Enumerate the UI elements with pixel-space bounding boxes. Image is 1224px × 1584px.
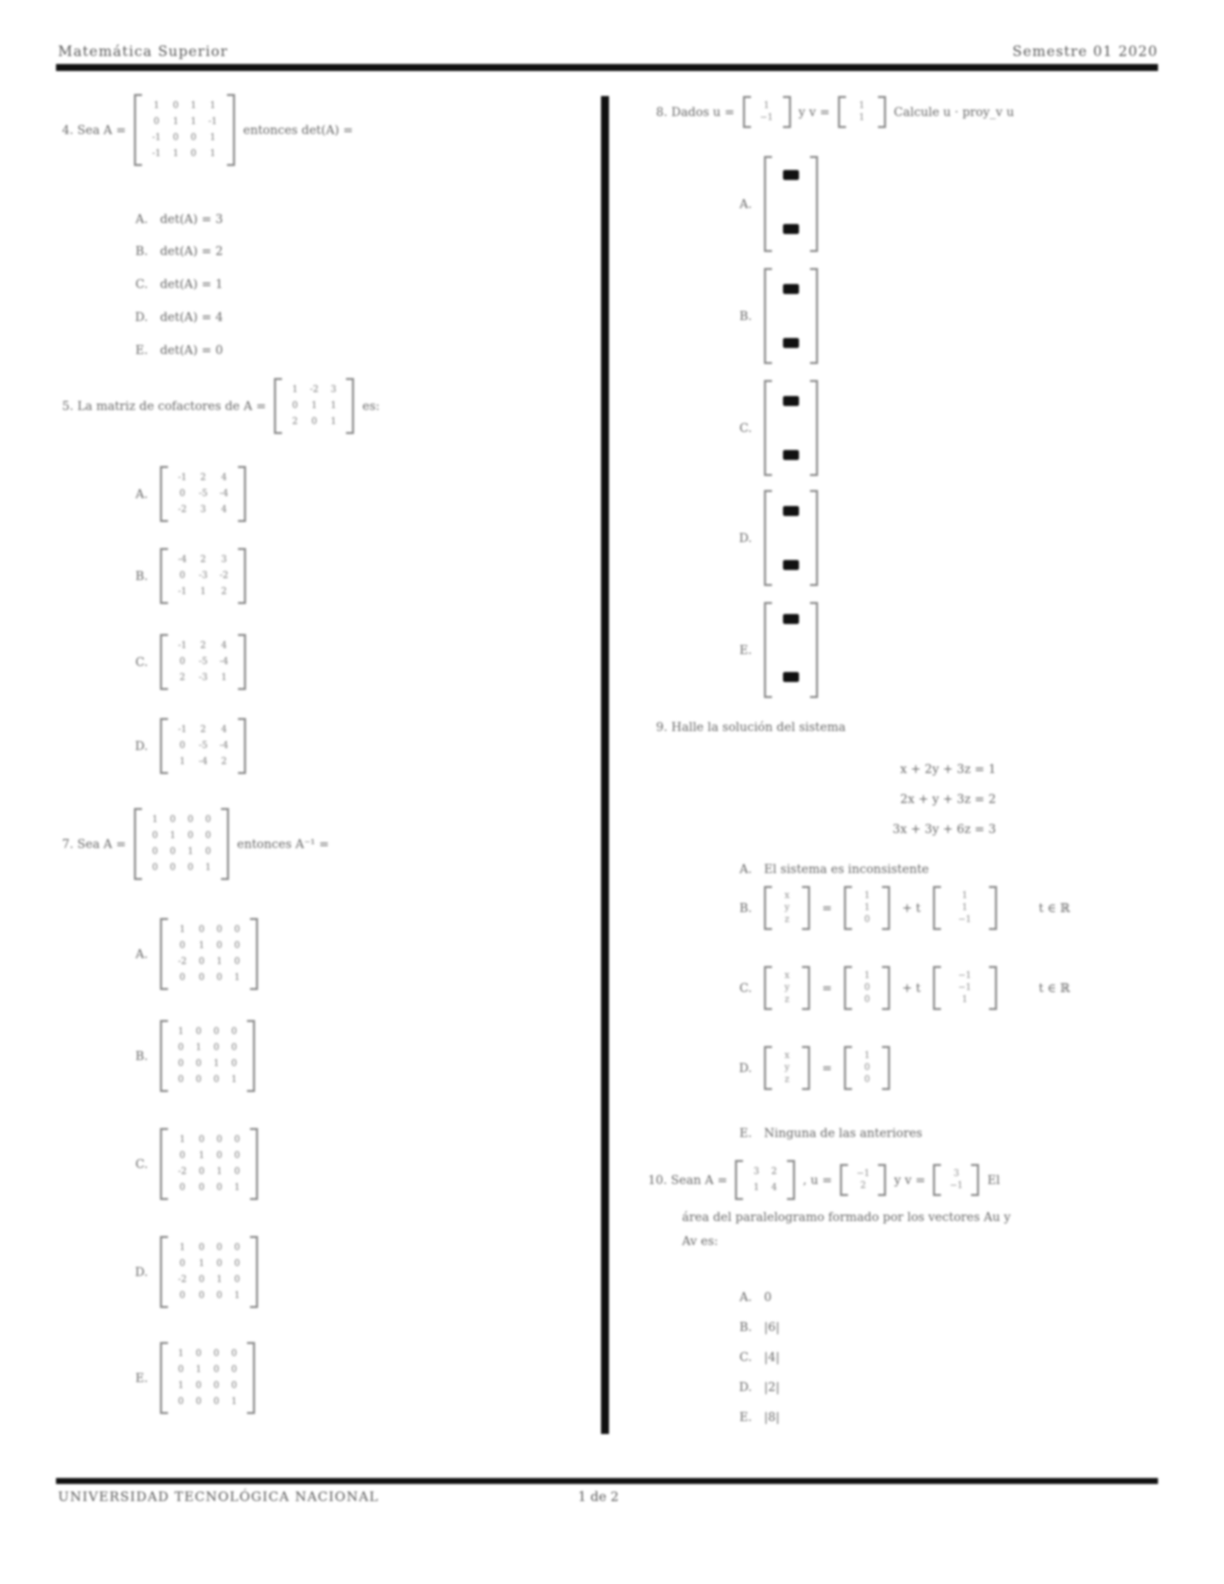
q8-suffix: Calcule u · proy_v u: [893, 105, 1015, 119]
q8-prefix: 8. Dados u =: [656, 105, 735, 119]
q5-suffix: es:: [362, 399, 380, 413]
q10-prefix: 10. Sean A =: [648, 1173, 728, 1187]
question-4: [62, 94, 353, 166]
q4-option-e[interactable]: E. det(A) = 0: [135, 343, 223, 357]
q9-option-c[interactable]: C. x y z = 1 0 0 + t −1 −1 1 t ∈ ℝ: [734, 966, 1070, 1010]
q8-option-b[interactable]: B.: [734, 268, 818, 364]
q8-option-c[interactable]: C.: [734, 380, 818, 476]
q9-prefix: 9. Halle la solución del sistema: [656, 720, 846, 734]
q4-prefix: 4. Sea A =: [62, 123, 127, 137]
q7-option-a[interactable]: A. 1 0 0 0 0 1 0 0 -2 0 1 0 0 0 0 1: [130, 918, 258, 990]
q10-option-c[interactable]: C. |4|: [739, 1350, 780, 1364]
q9-option-b[interactable]: B. x y z = 1 1 0 + t 1 1 −1 t ∈ ℝ: [734, 886, 1070, 930]
q4-suffix: entonces det(A) =: [243, 123, 354, 137]
header-term: Semestre 01 2020: [1012, 44, 1158, 60]
question-7: [62, 808, 329, 880]
q4-option-d[interactable]: D. det(A) = 4: [134, 310, 223, 324]
question-9: [656, 720, 846, 734]
column-divider: [601, 96, 609, 1434]
q7-prefix: 7. Sea A =: [62, 837, 127, 851]
q8-option-d[interactable]: D.: [734, 490, 818, 586]
q4-option-c[interactable]: C. det(A) = 1: [135, 277, 223, 291]
q8-mid: y v =: [798, 105, 830, 119]
question-10: 10. Sean A = 3 2 1 4 , u = −1 2 y v = 3 −1 El: [648, 1160, 1000, 1200]
q7-option-d[interactable]: D. 1 0 0 0 0 1 0 0 -2 0 1 0 0 0 0 1: [130, 1236, 258, 1308]
q10-line-2: área del paralelogramo formado por los vectores Au y: [682, 1210, 1011, 1224]
q10-option-a[interactable]: A. 0: [739, 1290, 772, 1304]
question-5: [62, 378, 380, 434]
q5-option-a[interactable]: A. -1 2 4 0 -5 -4 -2 3 4: [130, 466, 246, 522]
q7-option-b[interactable]: B. 1 0 0 0 0 1 0 0 0 0 1 0 0 0 0 1: [130, 1020, 255, 1092]
q9-option-e[interactable]: E. Ninguna de las anteriores: [739, 1126, 923, 1140]
q10-option-b[interactable]: B. |6|: [739, 1320, 780, 1334]
q9-option-a[interactable]: A. El sistema es inconsistente: [739, 862, 929, 876]
footer-rule: [56, 1478, 1158, 1484]
q7-option-c[interactable]: C. 1 0 0 0 0 1 0 0 -2 0 1 0 0 0 0 1: [130, 1128, 258, 1200]
q5-option-b[interactable]: B. -4 2 3 0 -3 -2 -1 1 2: [130, 548, 246, 604]
page-number: 1 de 2: [578, 1490, 619, 1505]
question-8: 8. Dados u = 1 −1 y v = 1 1 Calcule u · proy_v u: [656, 96, 1014, 128]
header-course: Matemática Superior: [58, 44, 229, 60]
q4-option-b[interactable]: B. det(A) = 2: [135, 244, 223, 258]
q7-suffix: entonces A⁻¹ =: [237, 837, 330, 851]
q7-option-e[interactable]: E. 1 0 0 0 0 1 0 0 1 0 0 0 0 0 0 1: [130, 1342, 255, 1414]
footer-university: UNIVERSIDAD TECNOLÓGICA NACIONAL: [58, 1490, 379, 1505]
q10-option-e[interactable]: E. |8|: [739, 1410, 780, 1424]
q8-option-e[interactable]: E.: [734, 602, 818, 698]
q10-line-3: Av es:: [682, 1234, 719, 1248]
q9-equation-3: 3x + 3y + 6z = 3: [892, 822, 996, 836]
q9-equation-2: 2x + y + 3z = 2: [900, 792, 996, 806]
q5-option-d[interactable]: D. -1 2 4 0 -5 -4 1 -4 2: [130, 718, 246, 774]
header-rule: [56, 64, 1158, 71]
q5-prefix: 5. La matriz de cofactores de A =: [62, 399, 267, 413]
q7-matrix: 1 0 0 0 0 1 0 0 0 0 1 0 0 0 0 1: [134, 808, 229, 880]
q10-option-d[interactable]: D. |2|: [738, 1380, 780, 1394]
q9-option-d[interactable]: D. x y z = 1 0 0: [734, 1046, 890, 1090]
q4-matrix: 1 0 1 1 0 1 1 -1 -1 0 0 1 -1 1 0 1: [134, 94, 235, 166]
q5-matrix: 1 -2 3 0 1 1 2 0 1: [274, 378, 354, 434]
q9-equation-1: x + 2y + 3z = 1: [900, 762, 996, 776]
q4-option-a[interactable]: A. det(A) = 3: [135, 212, 223, 226]
q5-option-c[interactable]: C. -1 2 4 0 -5 -4 2 -3 1: [130, 634, 246, 690]
q8-option-a[interactable]: A.: [734, 156, 818, 252]
